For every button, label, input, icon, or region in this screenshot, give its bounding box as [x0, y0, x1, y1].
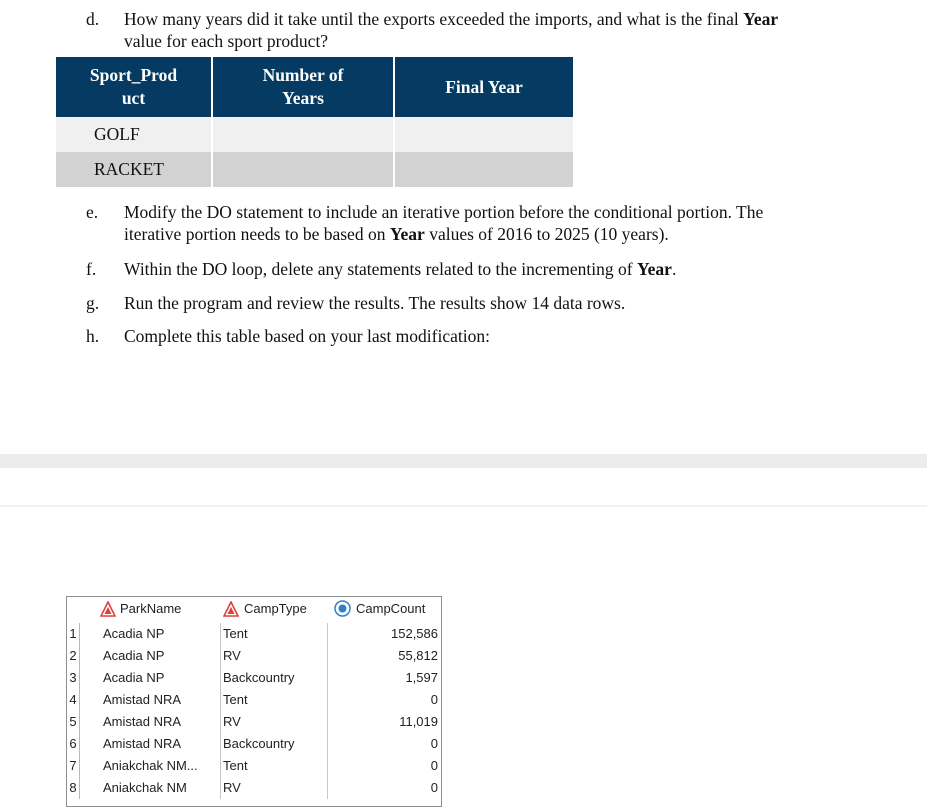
- camp-type-cell: Tent: [220, 755, 248, 777]
- question-d: [86, 8, 926, 52]
- table-row[interactable]: [67, 777, 441, 799]
- table-row[interactable]: [67, 623, 441, 645]
- table-row[interactable]: [67, 667, 441, 689]
- question-f: [86, 258, 926, 280]
- camp-count-cell: 152,586: [327, 623, 438, 645]
- table-row: [56, 117, 573, 152]
- years-cell[interactable]: [212, 152, 394, 187]
- camp-count-cell: 1,597: [327, 667, 438, 689]
- question-g-label: g.: [86, 293, 100, 313]
- question-e-label: e.: [86, 202, 99, 222]
- table-row[interactable]: [67, 645, 441, 667]
- question-d-label: d.: [86, 9, 100, 29]
- camp-type-cell: Tent: [220, 689, 248, 711]
- camp-count-cell: 0: [327, 755, 438, 777]
- question-f-label: f.: [86, 259, 97, 279]
- sport-cell: GOLF: [56, 117, 212, 152]
- data-grid: [66, 596, 442, 807]
- years-cell[interactable]: [212, 117, 394, 152]
- question-f-year-bold: Year: [636, 259, 672, 279]
- row-number: 3: [67, 667, 80, 689]
- camp-count-cell: 0: [327, 733, 438, 755]
- question-g: [86, 292, 926, 314]
- camp-count-cell: 11,019: [327, 711, 438, 733]
- question-h-label: h.: [86, 326, 100, 346]
- table-row[interactable]: [67, 733, 441, 755]
- header-final-year: Final Year: [394, 57, 573, 117]
- warning-triangle-icon: [100, 601, 116, 617]
- page-divider: [0, 454, 927, 468]
- table-row[interactable]: [67, 689, 441, 711]
- question-d-year-bold: Year: [743, 9, 779, 29]
- row-number: 8: [67, 777, 80, 799]
- table-row[interactable]: [67, 755, 441, 777]
- camp-count-cell: 0: [327, 689, 438, 711]
- park-name-cell: Acadia NP: [103, 626, 165, 641]
- row-number: 1: [67, 623, 80, 645]
- row-number: 2: [67, 645, 80, 667]
- question-d-line2: value for each sport product?: [124, 31, 329, 51]
- row-number: 5: [67, 711, 80, 733]
- camp-type-cell: Backcountry: [220, 667, 295, 689]
- grid-header: [67, 597, 441, 623]
- camp-type-cell: Tent: [220, 623, 248, 645]
- final-year-cell[interactable]: [394, 117, 573, 152]
- header-number-of-years: Number of Years: [212, 57, 394, 117]
- row-number: 6: [67, 733, 80, 755]
- page-divider-thin: [0, 505, 927, 507]
- question-e-year-bold: Year: [389, 224, 425, 244]
- question-h: [86, 325, 926, 347]
- row-number: 4: [67, 689, 80, 711]
- park-name-cell: Acadia NP: [103, 648, 165, 663]
- warning-triangle-icon: [223, 601, 239, 617]
- park-name-cell: Aniakchak NM: [103, 780, 187, 795]
- park-name-cell: Amistad NRA: [103, 736, 182, 751]
- question-g-text: Run the program and review the results. The results show 14 data rows.: [124, 293, 626, 313]
- question-d-line1: How many years did it take until the exports exceeded the imports, and what is the final: [124, 9, 744, 29]
- camp-type-cell: RV: [220, 711, 241, 733]
- numeric-circle-icon: [334, 600, 351, 617]
- column-header-parkname[interactable]: ParkName: [120, 601, 182, 616]
- park-name-cell: Amistad NRA: [103, 692, 182, 707]
- camp-type-cell: RV: [220, 777, 241, 799]
- camp-count-cell: 55,812: [327, 645, 438, 667]
- table-row[interactable]: [67, 711, 441, 733]
- question-f-text: Within the DO loop, delete any statements related to the incrementing of Year.: [124, 259, 677, 279]
- park-name-cell: Aniakchak NM...: [103, 758, 198, 773]
- question-e: [86, 201, 926, 245]
- sport-cell: RACKET: [56, 152, 212, 187]
- camp-type-cell: Backcountry: [220, 733, 295, 755]
- column-header-camptype[interactable]: CampType: [244, 601, 307, 616]
- question-d-text: [124, 8, 778, 52]
- camp-count-cell: 0: [327, 777, 438, 799]
- final-year-cell[interactable]: [394, 152, 573, 187]
- row-number: 7: [67, 755, 80, 777]
- camp-type-cell: RV: [220, 645, 241, 667]
- table-row: [56, 152, 573, 187]
- sport-product-table: [56, 57, 573, 187]
- park-name-cell: Amistad NRA: [103, 714, 182, 729]
- header-sport-product: Sport_Prod uct: [56, 57, 212, 117]
- column-header-campcount[interactable]: CampCount: [356, 601, 426, 616]
- question-h-text: Complete this table based on your last modification:: [124, 326, 490, 346]
- park-name-cell: Acadia NP: [103, 670, 165, 685]
- question-e-text: Modify the DO statement to include an iterative portion before the conditional portion. The iterative portion needs to be based on Year values of 2016 to 2025 (10 years).: [124, 202, 764, 244]
